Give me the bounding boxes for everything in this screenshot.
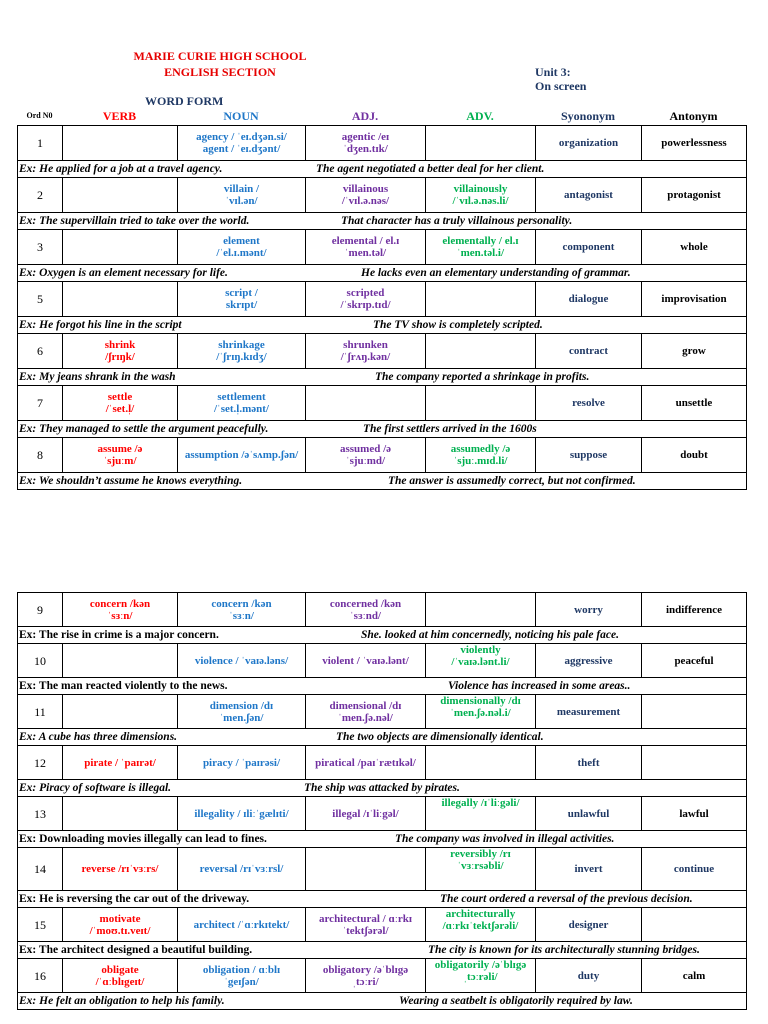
example-sentence-1: Ex: The man reacted violently to the news. <box>19 680 228 692</box>
adj-text: violent / ˈvaɪə.lənt/ <box>322 654 409 667</box>
example-sentence-2: The city is known for its architecturally stunning bridges. <box>428 944 700 956</box>
example-box <box>18 891 746 907</box>
synonym-cell: measurement <box>536 695 642 729</box>
noun-cell <box>178 230 306 265</box>
verb-cell <box>63 126 178 161</box>
verb-cell <box>63 178 178 213</box>
adv-text: /ˈvɪl.ə.nəs.li/ <box>452 195 509 207</box>
school-name: MARIE CURIE HIGH SCHOOL <box>133 49 307 63</box>
adj-text: shrunken <box>343 339 388 351</box>
adv-cell <box>426 178 536 213</box>
adj-text: ˈmen.ʃə.nəl/ <box>338 711 393 724</box>
word-row <box>18 282 747 317</box>
adj-text: elemental / el.ɪ <box>331 235 400 247</box>
adj-cell <box>306 126 426 161</box>
example-cell <box>18 942 747 959</box>
column-header-adj: ADJ. <box>351 109 379 123</box>
example-box <box>18 678 746 694</box>
example-box <box>18 831 746 847</box>
synonym-cell: aggressive <box>536 644 642 678</box>
word-row <box>18 695 747 729</box>
example-sentence-1: Ex: We shouldn’t assume he knows everything. <box>19 475 243 487</box>
noun-cell <box>178 593 306 627</box>
example-row <box>18 678 747 695</box>
adv-cell <box>426 959 536 993</box>
example-cell <box>18 678 747 695</box>
adv-cell <box>426 644 536 678</box>
noun-cell <box>178 644 306 678</box>
example-box <box>18 627 746 643</box>
adj-text: concerned /kən <box>329 597 402 610</box>
verb-text: /ʃrɪŋk/ <box>105 351 135 363</box>
adj-text: /ˈʃrʌŋ.kən/ <box>340 351 391 363</box>
adj-cell <box>306 386 426 421</box>
verb-cell <box>63 797 178 831</box>
example-box <box>18 161 746 177</box>
verb-cell <box>63 746 178 780</box>
example-row <box>18 421 747 438</box>
example-cell <box>18 780 747 797</box>
synonym-cell: suppose <box>536 438 642 473</box>
adj-cell <box>306 334 426 369</box>
example-row <box>18 729 747 746</box>
adj-cell <box>306 178 426 213</box>
adv-cell <box>426 746 536 780</box>
ord-number: 2 <box>18 178 63 213</box>
noun-text: agent / ˈeɪ.dʒənt/ <box>202 143 281 155</box>
synonym-cell: duty <box>536 959 642 993</box>
antonym-cell: lawful <box>642 797 747 831</box>
adv-text: ˈvɜːrsəbli/ <box>457 860 504 872</box>
word-row <box>18 644 747 678</box>
verb-text: shrink <box>104 339 136 351</box>
verb-cell <box>63 386 178 421</box>
verb-text: ˈsjuːm/ <box>103 455 137 467</box>
example-sentence-1: Ex: He felt an obligation to help his family. <box>19 995 225 1007</box>
verb-text: /ˈmoʊ.tɪ.veɪt/ <box>89 924 151 937</box>
noun-text: reversal /rɪˈvɜːrsl/ <box>199 863 284 875</box>
ord-number: 5 <box>18 282 63 317</box>
noun-cell <box>178 126 306 161</box>
noun-cell <box>178 334 306 369</box>
noun-cell <box>178 282 306 317</box>
example-row <box>18 473 747 490</box>
example-sentence-2: He lacks even an elementary understanding of grammar. <box>361 267 631 279</box>
adj-text: architectural / ɑːrkɪ <box>319 912 412 925</box>
noun-text: ˈsɜːn/ <box>229 609 254 622</box>
verb-text: concern /kən <box>89 597 151 610</box>
noun-cell <box>178 959 306 993</box>
word-row <box>18 593 747 627</box>
adv-text: reversibly /rɪ <box>450 848 511 860</box>
example-sentence-1: Ex: My jeans shrank in the wash <box>19 371 176 383</box>
example-row <box>18 265 747 282</box>
word-row <box>18 908 747 942</box>
ord-number: 15 <box>18 908 63 942</box>
adj-cell <box>306 282 426 317</box>
adv-text: villainously <box>453 183 508 195</box>
noun-text: assumption /əˈsʌmp.ʃən/ <box>184 449 299 461</box>
ord-number: 7 <box>18 386 63 421</box>
noun-cell <box>178 695 306 729</box>
noun-text: dimension /dɪ <box>209 699 274 712</box>
adv-text: ˈmen.təl.i/ <box>456 247 505 259</box>
example-sentence-1: Ex: Oxygen is an element necessary for life. <box>19 267 228 279</box>
adv-cell <box>426 695 536 729</box>
noun-text: skrɪpt/ <box>225 299 258 311</box>
antonym-cell: peaceful <box>642 644 747 678</box>
adv-cell <box>426 334 536 369</box>
adv-text: ˈmen.ʃə.nəl.i/ <box>450 707 511 719</box>
noun-cell <box>178 438 306 473</box>
example-cell <box>18 161 747 178</box>
antonym-cell: improvisation <box>642 282 747 317</box>
noun-cell <box>178 797 306 831</box>
antonym-cell: protagonist <box>642 178 747 213</box>
example-box <box>18 473 746 489</box>
antonym-cell: whole <box>642 230 747 265</box>
example-sentence-1: Ex: The supervillain tried to take over the world. <box>19 215 250 227</box>
noun-text: concern /kən <box>211 597 272 610</box>
example-cell <box>18 317 747 334</box>
example-cell <box>18 627 747 644</box>
adj-cell <box>306 695 426 729</box>
column-header-antonym: Antonym <box>669 109 718 123</box>
adv-cell <box>426 848 536 891</box>
verb-text: reverse /rɪˈvɜːrs/ <box>81 863 159 875</box>
adv-cell <box>426 230 536 265</box>
noun-text: /ˈset.l̩.mənt/ <box>214 403 269 415</box>
adj-text: piratical /paɪˈrætɪkəl/ <box>315 756 416 769</box>
synonym-cell: unlawful <box>536 797 642 831</box>
word-form-table <box>17 125 747 490</box>
word-form-table <box>17 592 747 1010</box>
synonym-cell: organization <box>536 126 642 161</box>
example-sentence-2: The first settlers arrived in the 1600s <box>363 423 537 435</box>
example-sentence-2: The ship was attacked by pirates. <box>304 782 460 794</box>
ord-number: 14 <box>18 848 63 891</box>
antonym-cell: calm <box>642 959 747 993</box>
adv-text: violently <box>460 644 501 656</box>
adj-cell <box>306 848 426 891</box>
noun-text: villain / <box>223 183 260 195</box>
verb-cell <box>63 438 178 473</box>
adj-text: /ˈvɪl.ə.nəs/ <box>341 195 390 207</box>
antonym-cell: continue <box>642 848 747 891</box>
adj-text: illegal /ɪˈliːgəl/ <box>332 807 399 820</box>
example-row <box>18 993 747 1010</box>
adv-cell <box>426 386 536 421</box>
example-sentence-2: The agent negotiated a better deal for her client. <box>316 163 545 175</box>
noun-text: /ˈʃrɪŋ.kɪdʒ/ <box>216 351 267 363</box>
column-header-synonym: Syononym <box>560 109 616 123</box>
unit-title: On screen <box>535 79 587 93</box>
adj-cell <box>306 797 426 831</box>
adj-text: assumed /ə <box>339 443 392 455</box>
adj-text: villainous <box>342 183 389 195</box>
ord-number: 16 <box>18 959 63 993</box>
word-row <box>18 438 747 473</box>
example-cell <box>18 213 747 230</box>
example-box <box>18 369 746 385</box>
antonym-cell: doubt <box>642 438 747 473</box>
adv-cell <box>426 797 536 831</box>
adv-cell <box>426 438 536 473</box>
adv-text: /ˈvaɪə.lənt.li/ <box>451 656 510 668</box>
example-sentence-2: She. looked at him concernedly, noticing his pale face. <box>361 629 619 641</box>
verb-text: settle <box>107 391 133 403</box>
adj-text: scripted <box>346 287 385 299</box>
noun-text: agency / ˈeɪ.dʒən.si/ <box>196 131 287 143</box>
example-sentence-1: Ex: He is reversing the car out of the driveway. <box>19 893 250 905</box>
example-row <box>18 369 747 386</box>
synonym-cell: theft <box>536 746 642 780</box>
noun-cell <box>178 848 306 891</box>
ord-number: 3 <box>18 230 63 265</box>
example-sentence-1: Ex: He applied for a job at a travel agency. <box>19 163 223 175</box>
word-row <box>18 797 747 831</box>
example-box <box>18 265 746 281</box>
example-sentence-2: That character has a truly villainous personality. <box>341 215 573 227</box>
noun-text: obligation / ɑːblɪ <box>202 963 281 976</box>
noun-text: ˈgeɪʃən/ <box>224 975 259 988</box>
adj-text: ˈdʒen.tɪk/ <box>343 143 388 155</box>
word-row <box>18 959 747 993</box>
example-box <box>18 942 746 958</box>
adv-text: obligatorily /əˈblɪgə <box>434 959 527 971</box>
example-sentence-1: Ex: He forgot his line in the script <box>19 319 182 331</box>
verb-text: ˈsɜːn/ <box>107 609 133 622</box>
adv-cell <box>426 282 536 317</box>
adv-cell <box>426 593 536 627</box>
word-row <box>18 746 747 780</box>
noun-text: violence / ˈvaɪə.ləns/ <box>194 654 289 667</box>
noun-text: shrinkage <box>218 339 265 351</box>
antonym-cell: indifference <box>642 593 747 627</box>
verb-text: /ˈɑːblɪgeɪt/ <box>95 975 145 988</box>
adj-cell <box>306 746 426 780</box>
noun-cell <box>178 908 306 942</box>
column-header-noun: NOUN <box>223 109 259 123</box>
example-cell <box>18 369 747 386</box>
example-sentence-1: Ex: A cube has three dimensions. <box>19 731 178 743</box>
verb-text: obligate <box>101 963 139 976</box>
noun-text: /ˈel.ɪ.mənt/ <box>216 247 267 259</box>
adj-text: ˈtektʃərəl/ <box>342 924 389 937</box>
example-cell <box>18 993 747 1010</box>
example-sentence-2: The court ordered a reversal of the previous decision. <box>440 893 693 905</box>
word-row <box>18 230 747 265</box>
adv-cell <box>426 126 536 161</box>
example-row <box>18 831 747 848</box>
section-name: ENGLISH SECTION <box>164 65 276 79</box>
adv-text: ˌtɔːrəli/ <box>463 971 498 983</box>
ord-number: 11 <box>18 695 63 729</box>
noun-text: ˈvɪl.ən/ <box>225 195 258 207</box>
example-box <box>18 729 746 745</box>
adj-cell <box>306 959 426 993</box>
example-row <box>18 891 747 908</box>
adv-text: /ɑːrkɪˈtektʃərəli/ <box>442 920 519 932</box>
adj-text: ˈsjuːmd/ <box>345 455 386 467</box>
example-cell <box>18 729 747 746</box>
ord-number: 13 <box>18 797 63 831</box>
example-row <box>18 780 747 797</box>
word-row <box>18 848 747 891</box>
example-sentence-2: The two objects are dimensionally identical. <box>336 731 544 743</box>
example-row <box>18 942 747 959</box>
word-row <box>18 386 747 421</box>
antonym-cell: grow <box>642 334 747 369</box>
adj-text: ˌtɔːri/ <box>352 975 379 988</box>
example-sentence-1: Ex: Downloading movies illegally can lead to fines. <box>19 833 267 845</box>
synonym-cell: invert <box>536 848 642 891</box>
synonym-cell: contract <box>536 334 642 369</box>
noun-text: piracy / ˈpaɪrəsi/ <box>202 756 281 769</box>
adv-text: illegally /ɪˈliːgəli/ <box>441 797 520 809</box>
synonym-cell: dialogue <box>536 282 642 317</box>
column-header-adv: ADV. <box>466 109 494 123</box>
verb-cell <box>63 695 178 729</box>
ord-number: 1 <box>18 126 63 161</box>
verb-text: assume /ə <box>97 443 143 455</box>
noun-text: illegality / ɪliːˈgælɪti/ <box>194 807 289 820</box>
noun-cell <box>178 386 306 421</box>
ord-number: 6 <box>18 334 63 369</box>
example-sentence-2: The company was involved in illegal activities. <box>395 833 615 845</box>
column-headings <box>17 109 746 123</box>
adj-text: agentic /eɪ <box>341 131 390 143</box>
example-sentence-2: The answer is assumedly correct, but not confirmed. <box>388 475 636 487</box>
example-row <box>18 627 747 644</box>
adv-text: architecturally <box>445 908 516 920</box>
ord-number: 9 <box>18 593 63 627</box>
verb-text: motivate <box>99 912 141 925</box>
example-sentence-1: Ex: Piracy of software is illegal. <box>19 782 172 794</box>
verb-cell <box>63 230 178 265</box>
noun-cell <box>178 178 306 213</box>
verb-cell <box>63 644 178 678</box>
ord-number: 10 <box>18 644 63 678</box>
antonym-cell: powerlessness <box>642 126 747 161</box>
example-cell <box>18 265 747 282</box>
example-cell <box>18 421 747 438</box>
adv-cell <box>426 908 536 942</box>
example-cell <box>18 891 747 908</box>
example-box <box>18 780 746 796</box>
synonym-cell: designer <box>536 908 642 942</box>
example-sentence-1: Ex: They managed to settle the argument peacefully. <box>19 423 269 435</box>
adv-text: assumedly /ə <box>450 443 511 455</box>
noun-text: element <box>223 235 260 247</box>
verb-cell <box>63 959 178 993</box>
word-row <box>18 178 747 213</box>
adv-text: ˈsjuː.mɪd.li/ <box>453 455 508 467</box>
verb-cell <box>63 593 178 627</box>
synonym-cell: worry <box>536 593 642 627</box>
example-box <box>18 421 746 437</box>
adv-text: dimensionally /dɪ <box>440 695 521 707</box>
example-sentence-2: The TV show is completely scripted. <box>373 319 543 331</box>
synonym-cell: antagonist <box>536 178 642 213</box>
adj-text: obligatory /əˈblɪgə <box>322 963 409 976</box>
noun-cell <box>178 746 306 780</box>
adj-text: ˈmen.təl/ <box>344 247 387 259</box>
verb-text: pirate / ˈpaɪrət/ <box>84 756 156 769</box>
example-sentence-2: Wearing a seatbelt is obligatorily required by law. <box>399 995 633 1007</box>
ord-number: 8 <box>18 438 63 473</box>
column-header-ord: Ord N0 <box>26 111 53 120</box>
unit-number: Unit 3: <box>535 65 571 79</box>
word-row <box>18 126 747 161</box>
verb-cell <box>63 848 178 891</box>
example-box <box>18 213 746 229</box>
adj-text: dimensional /dɪ <box>329 699 402 712</box>
example-cell <box>18 831 747 848</box>
antonym-cell <box>642 908 747 942</box>
adj-cell <box>306 593 426 627</box>
ord-number: 12 <box>18 746 63 780</box>
verb-cell <box>63 908 178 942</box>
example-sentence-1: Ex: The architect designed a beautiful building. <box>19 944 253 956</box>
adj-text: ˈsɜːnd/ <box>350 609 381 622</box>
example-cell <box>18 473 747 490</box>
adj-text: /ˈskrɪp.tɪd/ <box>340 299 391 311</box>
page-title: WORD FORM <box>145 94 224 108</box>
adj-cell <box>306 908 426 942</box>
noun-text: settlement <box>217 391 266 403</box>
adj-cell <box>306 644 426 678</box>
antonym-cell: unsettle <box>642 386 747 421</box>
example-row <box>18 317 747 334</box>
column-header-verb: VERB <box>102 109 137 123</box>
adv-text: elementally / el.ɪ <box>442 235 519 247</box>
noun-text: ˈmen.ʃən/ <box>219 711 264 724</box>
antonym-cell <box>642 695 747 729</box>
noun-text: architect /ˈɑːrkɪtekt/ <box>193 918 290 931</box>
synonym-cell: resolve <box>536 386 642 421</box>
verb-text: /ˈset.l̩/ <box>105 403 135 415</box>
adj-cell <box>306 230 426 265</box>
verb-cell <box>63 282 178 317</box>
noun-text: script / <box>225 287 258 299</box>
example-sentence-2: Violence has increased in some areas.. <box>448 680 631 692</box>
verb-cell <box>63 334 178 369</box>
example-sentence-2: The company reported a shrinkage in profits. <box>375 371 590 383</box>
example-sentence-1: Ex: The rise in crime is a major concern. <box>19 629 219 641</box>
synonym-cell: component <box>536 230 642 265</box>
example-box <box>18 317 746 333</box>
example-box <box>18 993 746 1009</box>
example-row <box>18 213 747 230</box>
example-row <box>18 161 747 178</box>
antonym-cell <box>642 746 747 780</box>
word-row <box>18 334 747 369</box>
adj-cell <box>306 438 426 473</box>
